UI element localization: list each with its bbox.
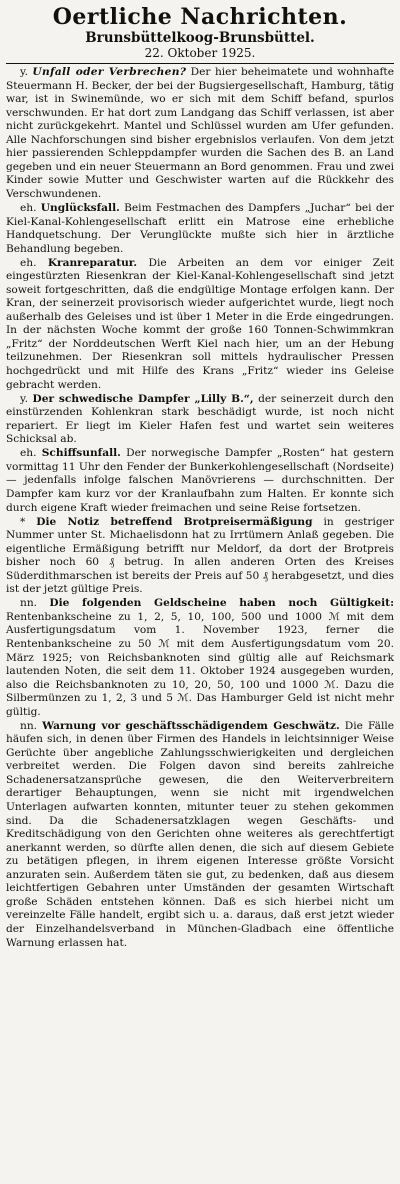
article-geldscheine (6, 597, 394, 719)
article-body: Der hier beheimatete und wohnhafte Steuermann H. Becker, der bei der Bugsiergesellschaft, Hamburg, tätig war, ist in Swinemünde, wo er sich mit dem Schiff befand, spurlos verschwunden. Er hat dort zum Landgang das Schiff verlassen, ist aber nicht zurückgekehrt. Mantel und Schlüssel wurden am Ufer gefunden. Alle Nachforschungen sind bisher ergebnislos verlaufen. Von dem jetzt hier passierenden Schleppdampfer wurden die Sachen des B. an Land gegeben und ein neuer Steuermann an Bord genommen. Frau und zwei Kinder sowie Mutter und Geschwister warten auf die Rückkehr des Verschwundenen. (6, 66, 394, 200)
article-lead: Schiffsunfall. (41, 447, 121, 460)
article-body: Beim Festmachen des Dampfers „Juchar“ bei der Kiel-Kanal-Kohlengesellschaft erlitt ein Matrose eine erhebliche Handquetschung. Der Verunglückte mußte sich hier in ärztliche Behandlung begeben. (6, 201, 394, 255)
article-lead: Warnung vor geschäftsschädigendem Geschwätz. (42, 719, 340, 732)
article-body: Rentenbankscheine zu 1, 2, 5, 10, 100, 500 und 1000 ℳ mit dem Ausfertigungsdatum vom 1. November 1923, ferner die Rentenbankscheine zu 50 ℳ mit dem Ausfertigungsdatum vom 20. März 1925; von Reichsbanknoten sind gültig alle auf Reichsmark lautenden Noten, die seit dem 11. Oktober 1924 ausgegeben wurden, also die Reichsbanknoten zu 10, 20, 50, 100 und 1000 ℳ. Dazu die Silbermünzen zu 1, 2, 3 und 5 ℳ. Das Hamburger Geld ist nicht mehr gültig. (6, 610, 394, 718)
article-lead: Unglücksfall. (40, 201, 120, 214)
article-tag: nn. (20, 597, 38, 610)
article-lead: Unfall oder Verbrechen? (32, 66, 187, 78)
article-tag: * (20, 515, 26, 528)
article-tag: eh. (20, 447, 37, 460)
article-lead: Kranreparatur. (47, 256, 138, 269)
section-title: Oertliche Nachrichten. (52, 4, 348, 30)
article-lead: Die Notiz betreffend Brotpreisermäßigung (36, 515, 313, 528)
article-tag: y. (20, 392, 28, 405)
article-body: Die Arbeiten an dem vor einiger Zeit eingestürzten Riesenkran der Kiel-Kanal-Kohlengesellschaft sind jetzt soweit fortgeschritten, daß die endgültige Montage erfolgen kann. Der Kran, der seinerzeit provisorisch wieder aufgerichtet wurde, liegt noch außerhalb des Geleises und ist über 1 Meter in die Erde eingedrungen. In der nächsten Woche kommt der große 160 Tonnen-Schwimmkran „Fritz“ der Norddeutschen Werft Kiel nach hier, um an der Hebung teilzunehmen. Der Riesenkran soll mittels hydraulischer Pressen hochgedrückt und mit Hilfe des Krans „Fritz“ wieder ins Geleise gebracht werden. (6, 256, 395, 391)
locality-heading: Brunsbüttelkoog-Brunsbüttel. (85, 30, 315, 46)
article-kranreparatur (6, 257, 394, 392)
article-lead: Die folgenden Geldscheine haben noch Gültigkeit: (49, 597, 394, 610)
article-body: in gestriger Nummer unter St. Michaelisdonn hat zu Irrtümern Anlaß gegeben. Die eigentliche Ermäßigung betrifft nur Meldorf, da dort der Brotpreis bisher noch 60 ₰ betrug. In allen anderen Orten des Kreises Süderdithmarschen ist bereits der Preis auf 50 ₰ herabgesetzt, und dies ist der jetzt gültige Preis. (6, 515, 394, 596)
header-rule (6, 63, 394, 64)
article-warnung (6, 720, 394, 950)
article-dampfer-lilly (6, 393, 394, 447)
article-body: Der norwegische Dampfer „Rosten“ hat gestern vormittag 11 Uhr den Fender der Bunkerkohlengesellschaft (Nordseite) — jedenfalls infolge falschen Manövrierens — durchschnitten. Der Dampfer kam kurz vor der Kranlaufbahn zum Halten. Er konnte sich durch eigene Kraft wieder freimachen und seine Reise fortsetzen. (6, 447, 394, 514)
article-body: der seinerzeit durch den einstürzenden Kohlenkran stark beschädigt wurde, ist noch nicht repariert. Er liegt im Kieler Hafen fest und wartet sein weiteres Schicksal ab. (6, 392, 394, 446)
article-schiffsunfall (6, 447, 394, 515)
article-tag: eh. (20, 256, 37, 269)
article-tag: eh. (20, 201, 37, 214)
article-body: Die Fälle häufen sich, in denen über Firmen des Handels in leichtsinniger Weise Gerüchte über angebliche Zahlungsschwierigkeiten und dergleichen verbreitet werden. Die Folgen davon sind bereits zahlreiche Schadenersatzansprüche gewesen, die den Weiterverbreitern derartiger Behauptungen, wenn sie nicht mit irgendwelchen Unterlagen aufwarten konnten, mitunter teuer zu stehen gekommen sind. Da die Schadenersatzklagen wegen Geschäfts- und Kreditschädigung von den Gerichten ohne weiteres als gerechtfertigt anerkannt werden, so dürfte allen denen, die sich auf diesem Gebiete zu betätigen pflegen, in ihrem eigenen Interesse größte Vorsicht anzuraten sein. Außerdem täten sie gut, zu bedenken, daß aus diesem leichtfertigen Gebahren unter Umständen der gesamten Wirtschaft große Schäden entstehen können. Daß es sich hierbei nicht um vereinzelte Fälle handelt, ergibt sich u. a. daraus, daß erst jetzt wieder der Einzelhandelsverband in München-Gladbach eine öffentliche Warnung erlassen hat. (6, 719, 395, 949)
article-tag: y. (20, 66, 28, 78)
article-unfall (6, 66, 394, 201)
article-lead: Der schwedische Dampfer „Lilly B.“, (32, 392, 254, 405)
article-ungluecksfall (6, 202, 394, 256)
article-brotpreis (6, 516, 394, 597)
dateline: 22. Oktober 1925. (144, 46, 256, 60)
article-tag: nn. (20, 719, 38, 732)
